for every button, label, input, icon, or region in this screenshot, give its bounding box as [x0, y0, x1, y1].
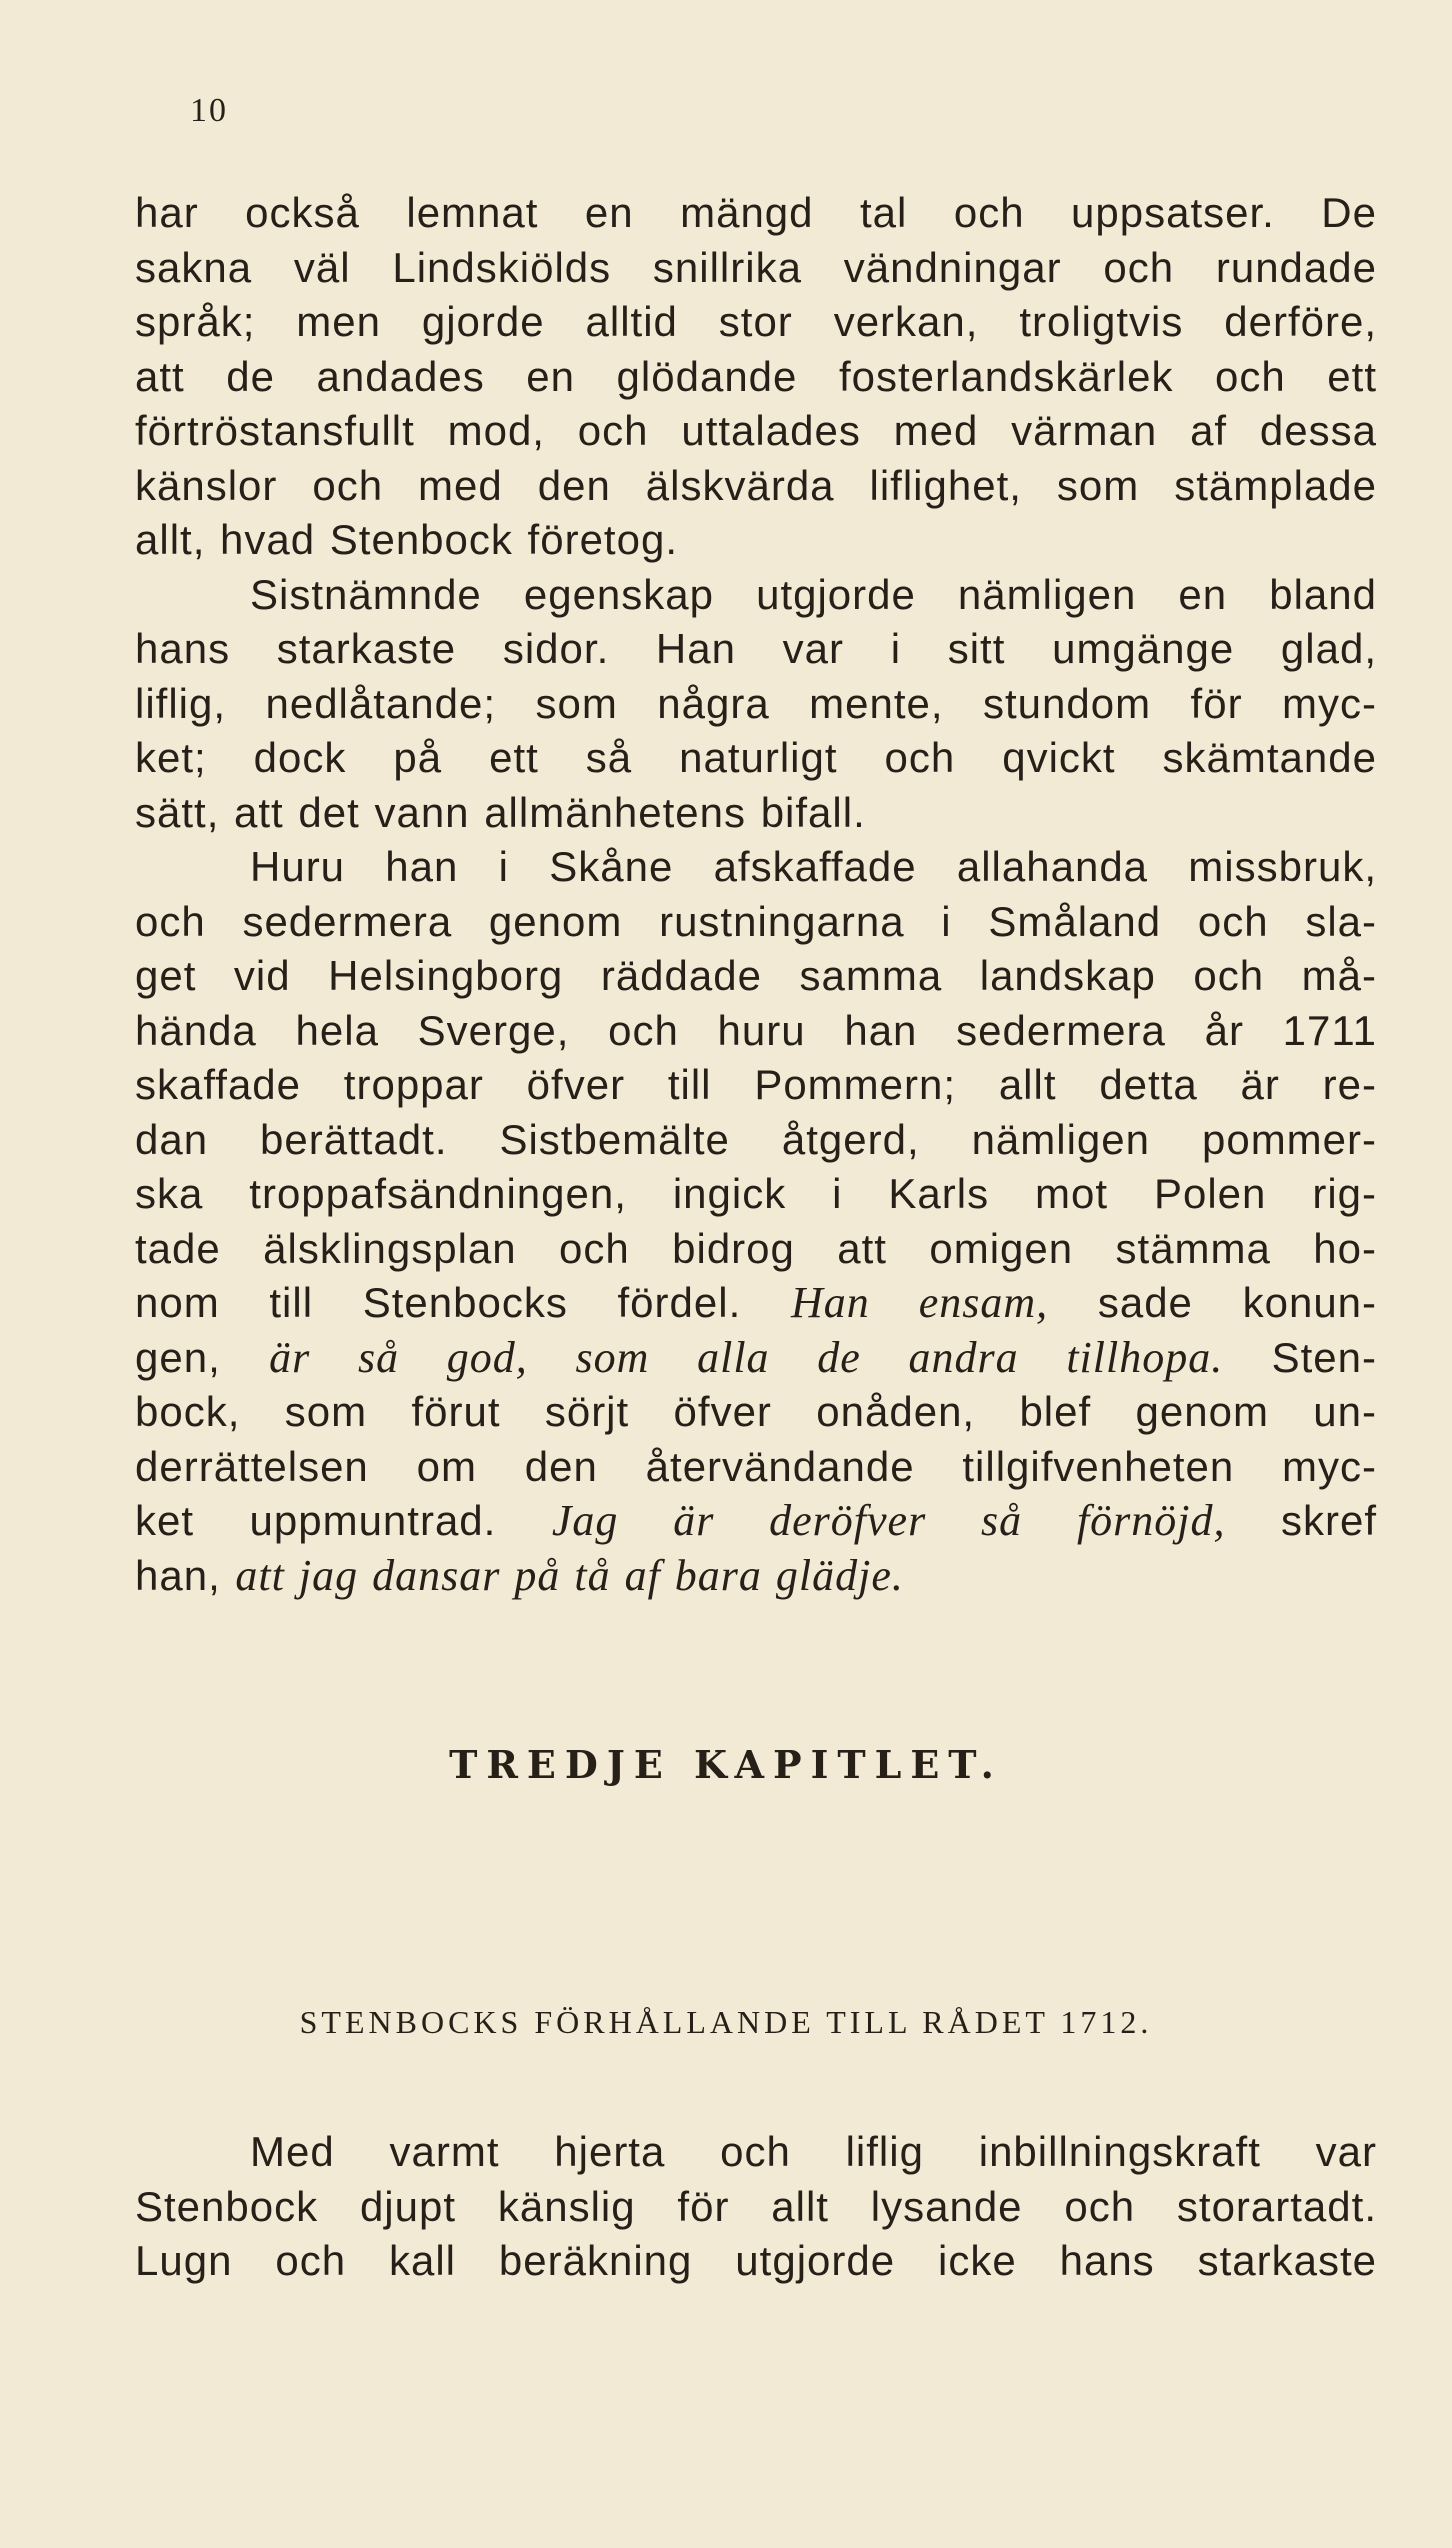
text-line: sakna väl Lindskiölds snillrika vändningar och rundade: [135, 243, 1377, 291]
text-line: [135, 1549, 1377, 1604]
text-line: bock, som förut sörjt öfver onåden, blef genom un-: [135, 1388, 1377, 1435]
text-line: skaffade troppar öfver till Pommern; allt detta är re-: [135, 1061, 1377, 1108]
text-line: hans starkaste sidor. Han var i sitt umgänge glad,: [135, 625, 1377, 672]
chapter-subtitle: STENBOCKS FÖRHÅLLANDE TILL RÅDET 1712.: [299, 2004, 1153, 2040]
text-line: ska troppafsändningen, ingick i Karls mot Polen rig-: [135, 1170, 1377, 1217]
text-line: [135, 1494, 1377, 1549]
text-line: ket; dock på ett så naturligt och qvickt skämtande: [135, 734, 1377, 781]
text-line: har också lemnat en mängd tal och uppsatser. De: [135, 189, 1377, 236]
text-run: gen,: [135, 1333, 221, 1381]
chapter-title: TREDJE KAPITLET.: [449, 1742, 1003, 1787]
text-line: och sedermera genom rustningarna i Småland och sla-: [135, 897, 1377, 945]
text-line: känslor och med den älskvärda liflighet, som stämplade: [135, 461, 1377, 509]
text-line: hända hela Sverge, och huru han sedermera år 1711: [135, 1006, 1377, 1054]
text-line: liflig, nedlåtande; som några mente, stundom för myc-: [135, 679, 1377, 727]
text-run: Sten-: [1271, 1333, 1378, 1381]
text-run: ket uppmuntrad.: [135, 1497, 497, 1544]
page-number: 10: [190, 92, 228, 129]
chapter-text: [135, 2125, 1377, 2289]
text-line: [135, 1276, 1377, 1331]
text-line: språk; men gjorde alltid stor verkan, troligtvis derföre,: [135, 298, 1377, 345]
italic-quote: att jag dansar på tå af bara glädje.: [235, 1550, 904, 1600]
text-run: sade konun-: [1097, 1279, 1378, 1326]
italic-quote: Han ensam,: [790, 1278, 1049, 1327]
text-line: Huru han i Skåne afskaffade allahanda missbruk,: [250, 843, 1377, 890]
text-line: Stenbock djupt känslig för allt lysande och storartadt.: [135, 2182, 1377, 2230]
text-run: han,: [135, 1551, 221, 1599]
text-line: förtröstansfullt mod, och uttalades med värman af dessa: [135, 407, 1377, 454]
text-line: att de andades en glödande fosterlandskärlek och ett: [135, 352, 1377, 400]
text-line: get vid Helsingborg räddade samma landskap och må-: [135, 952, 1377, 999]
body-text: [135, 186, 1377, 1603]
text-line: tade älsklingsplan och bidrog att omigen stämma ho-: [135, 1224, 1377, 1272]
text-run: skref: [1281, 1497, 1378, 1544]
text-line: sätt, att det vann allmänhetens bifall.: [135, 788, 866, 836]
text-line: Med varmt hjerta och liflig inbillningskraft var: [250, 2128, 1377, 2175]
text-line: Lugn och kall beräkning utgjorde icke hans starkaste: [135, 2237, 1377, 2284]
italic-quote: Jag är deröfver så förnöjd,: [551, 1496, 1226, 1545]
text-line: Sistnämnde egenskap utgjorde nämligen en bland: [250, 570, 1377, 618]
text-run: nom till Stenbocks fördel.: [135, 1279, 742, 1326]
text-line: [135, 1331, 1377, 1386]
italic-quote: är så god, som alla de andra tillhopa.: [269, 1332, 1224, 1382]
text-line: dan berättadt. Sistbemälte åtgerd, nämligen pommer-: [135, 1115, 1377, 1163]
text-line: derrättelsen om den återvändande tillgifvenheten myc-: [135, 1442, 1377, 1490]
text-line: allt, hvad Stenbock företog.: [135, 516, 678, 563]
